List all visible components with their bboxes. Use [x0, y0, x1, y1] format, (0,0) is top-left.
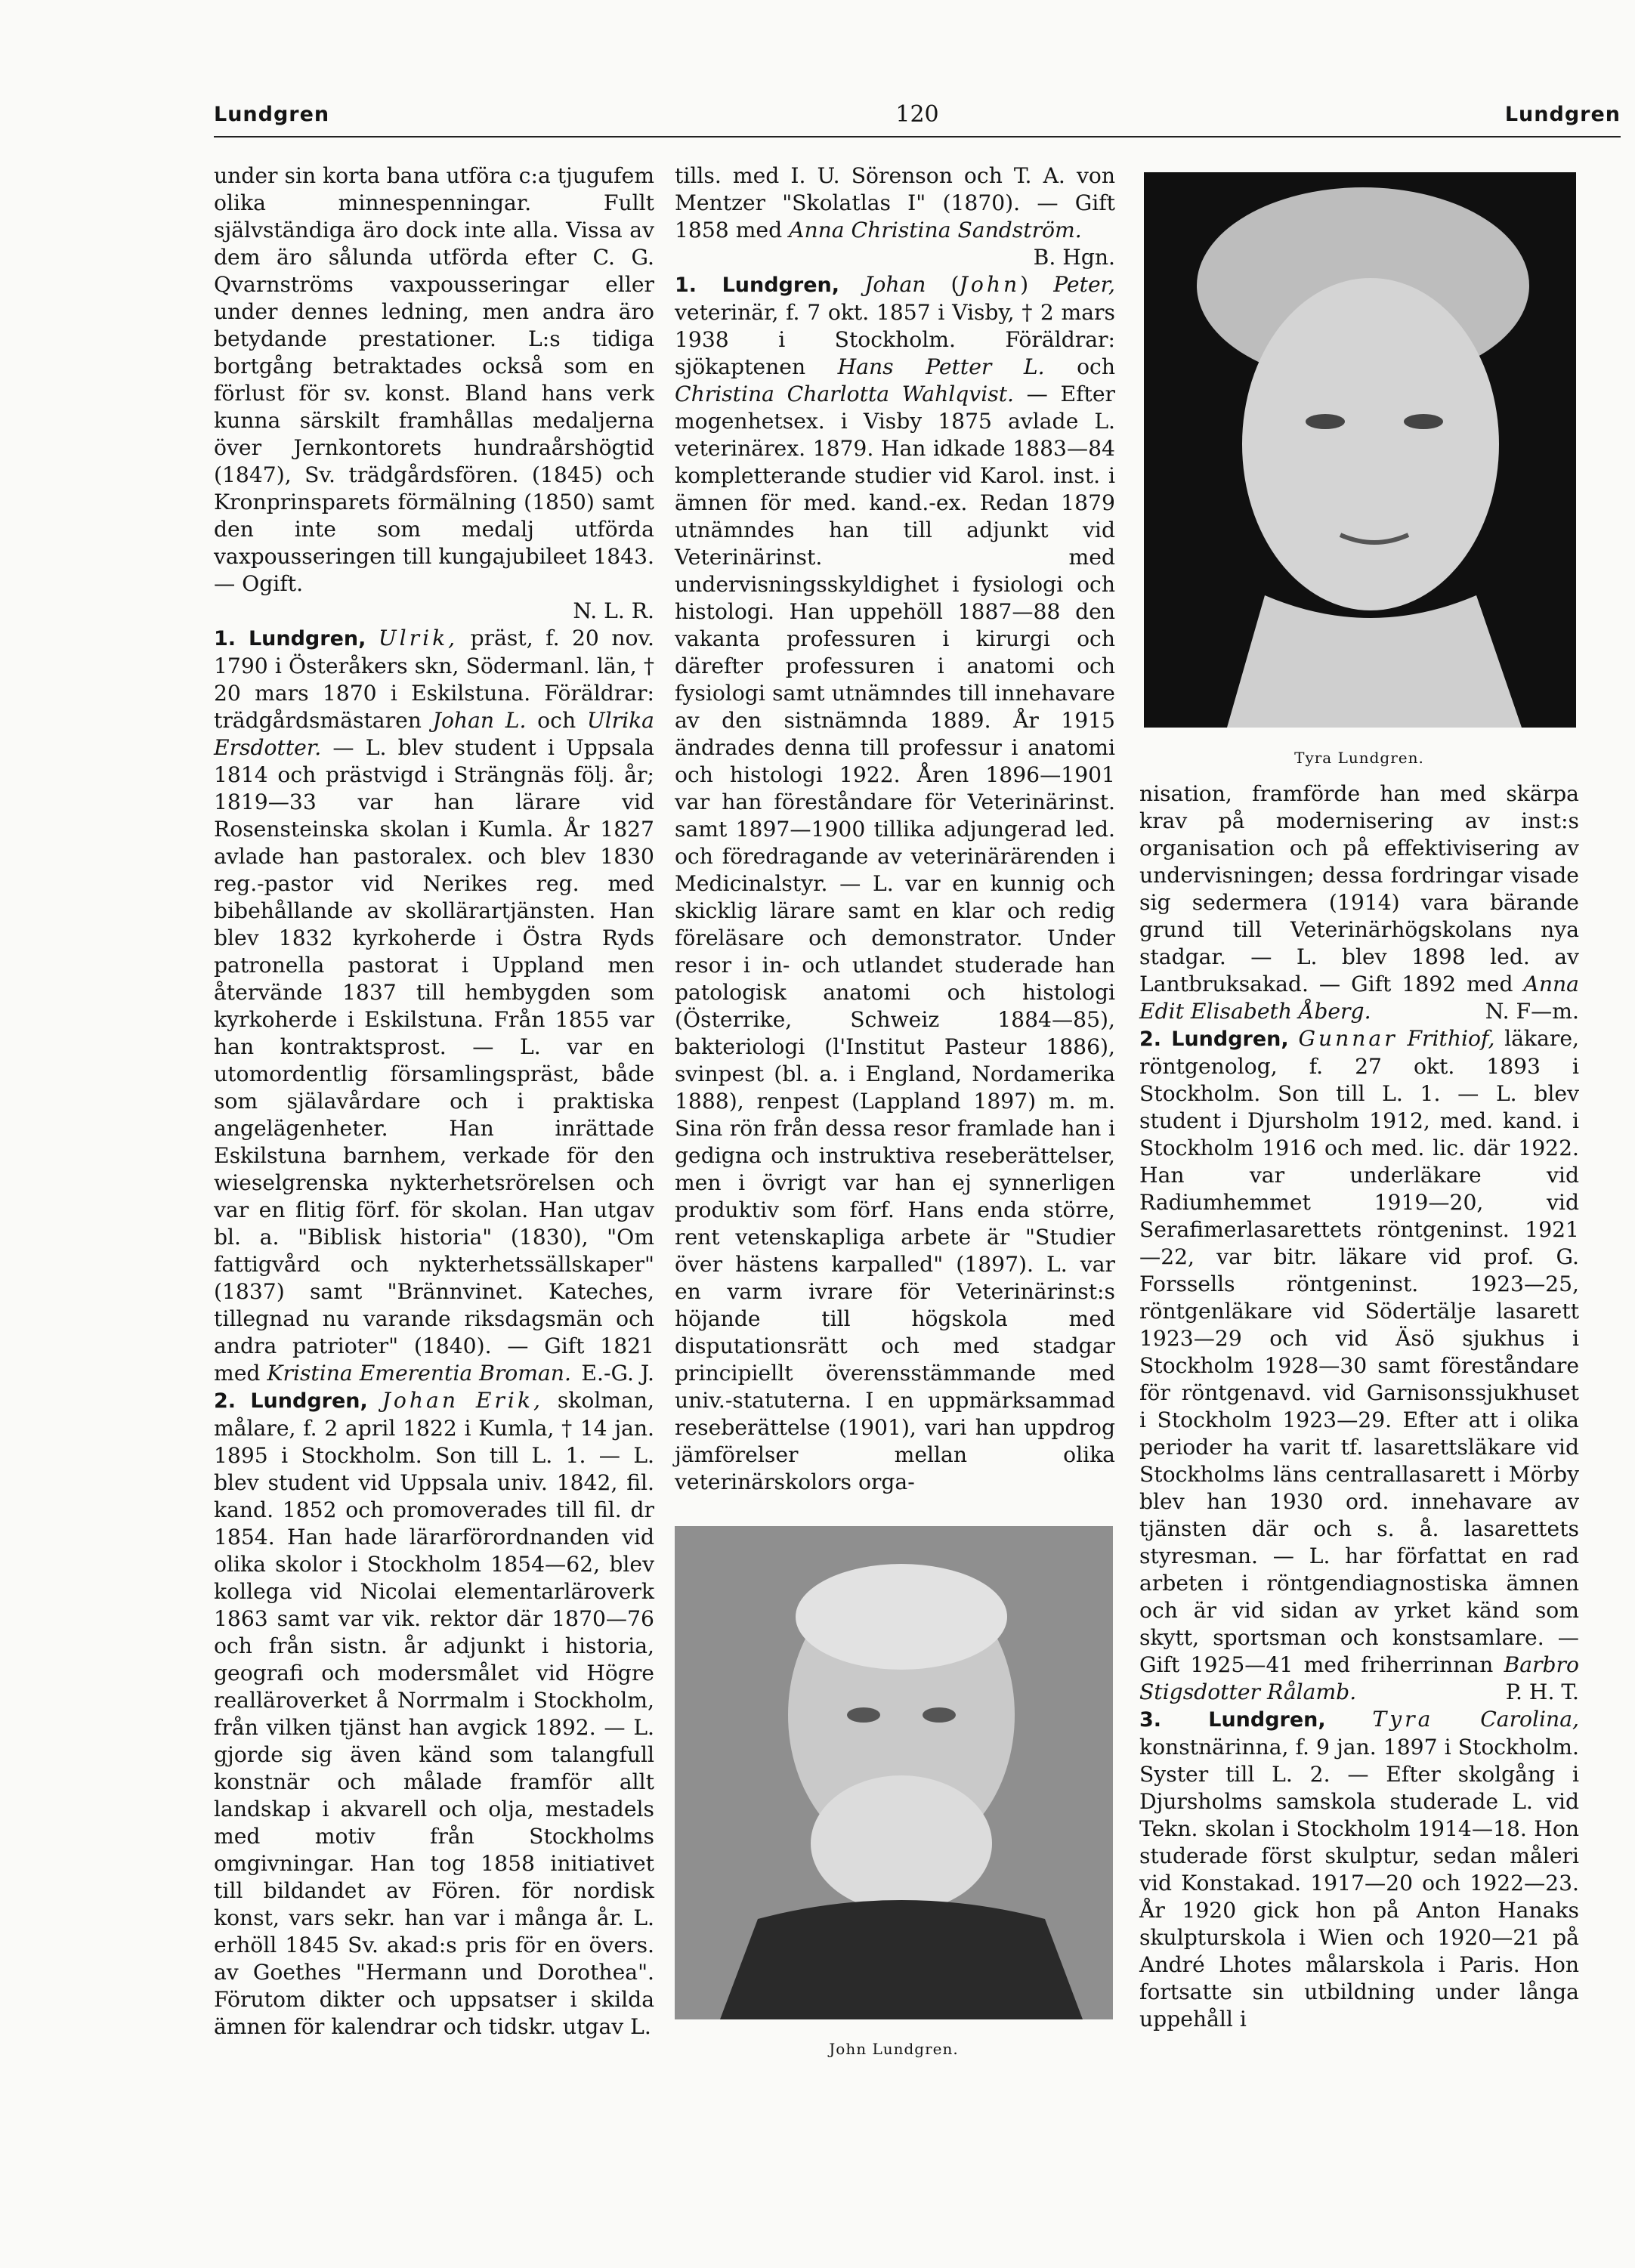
punct: )	[1020, 272, 1054, 297]
headword: 1. Lundgren,	[214, 627, 366, 650]
entry-text: präst, f. 20 nov. 1790 i Österåkers skn, Södermanl. län, † 20 mars 1870 i Eskilstuna. Föräldrar: trädgårdsmästaren	[214, 626, 654, 733]
given-name: Johan	[864, 272, 926, 297]
running-header	[214, 98, 1621, 138]
headword: 2. Lundgren,	[214, 1389, 368, 1413]
spouse-name: Kristina Emerentia Broman.	[267, 1361, 571, 1386]
column-3-text	[1139, 780, 1579, 2033]
entry-text: — L. blev student i Uppsala 1814 och prästvigd i Strängnäs följ. år; 1819—33 var han lärare vid Rosensteinska skolan i Kumla. År 1827 avlade han pastoralex. och blev 1830 reg.-pastor vid Nerikes reg. med bibehållande av skollärartjänsten. Han blev 1832 kyrkoherde i Östra Ryds patronella pastorat i Uppland men återvände 1837 till hembygden som kyrkoherde i Eskilstuna. Från 1855 var han kontraktsprost. — L. var en utomordentlig församlingspräst, både som själavårdare och i praktiska angelägenheter. Han inrättade Eskilstuna barnhem, verkade för den wieselgrenska nykterhetsrörelsen och var en flitig förf. för skolan. Han utgav bl. a. "Biblisk historia" (1830), "Om fattigvård och nykterhetssällskaper" (1837) samt "Brännvinet. Kateches, tillegnad nu varande riksdagsmän och andra patrioter" (1840). — Gift 1821 med	[214, 735, 654, 1386]
parent-name: Ulrika Ersdotter.	[214, 708, 654, 760]
entry-tyra	[1139, 1706, 1579, 2033]
entry-text: konstnärinna, f. 9 jan. 1897 i Stockholm. Syster till L. 2. — Efter skolgång i Djursholms samskola studerade L. vid Tekn. skolan i Stockholm 1914—18. Hon studerade först skulptur, sedan måleri vid Konstakad. 1917—20 och 1922—23. År 1920 gick hon på Anton Hanaks skulpturskola i Wien och 1920—21 på André Lhotes målarskola i Paris. Hon fortsatte sin utbildning under långa uppehåll i	[1139, 1735, 1579, 2032]
headword: 1. Lundgren,	[675, 273, 839, 297]
signature: N. L. R.	[573, 598, 654, 623]
entry-text: och	[1044, 354, 1115, 379]
signature: E.-G. J.	[581, 1361, 654, 1386]
given-name-2: Peter,	[1053, 272, 1115, 297]
headword: 3. Lundgren,	[1139, 1708, 1326, 1732]
given-name: Johan Erik,	[382, 1388, 543, 1413]
column-1	[214, 162, 654, 2041]
nickname: John	[959, 272, 1021, 297]
column-2	[675, 162, 1115, 1496]
entry-text: skolman, målare, f. 2 april 1822 i Kumla, † 14 jan. 1895 i Stockholm. Son till L. 1. — L. blev student vid Uppsala univ. 1842, fil. kand. 1852 och promoverades till fil. dr 1854. Han hade lärarförordnanden vid olika skolor i Stockholm 1854—62, blev kollega vid Nicolai elementarläroverk 1863 samt var vik. rektor där 1870—76 och från sistn. år adjunkt i historia, geografi och modersmålet vid Högre realläroverket å Norrmalm i Stockholm, från vilken tjänst han avgick 1892. — L. gjorde sig även känd som talangfull konstnär och målade framför allt landskap i akvarell och olja, mestadels med motiv från Stockholms omgivningar. Han tog 1858 initiativet till bildandet av Fören. för nordisk konst, vars sekr. han var i många år. L. erhöll 1845 Sv. akad:s pris för en övers. av Goethes "Hermann und Dorothea". Förutom dikter och uppsatser i skilda ämnen för kalendrar och tidskr. utgav L.	[214, 1388, 655, 2039]
spouse-name: Barbro Stigsdotter Rålamb.	[1139, 1652, 1579, 1704]
given-name-2: Carolina,	[1480, 1707, 1579, 1732]
header-right: Lundgren	[1504, 103, 1621, 126]
entry-text: tills. med I. U. Sörenson och T. A. von Mentzer "Skolatlas I" (1870). — Gift 1858 med	[675, 163, 1115, 243]
given-name: Ulrik,	[378, 626, 459, 650]
entry-text: och	[526, 708, 587, 733]
photo-john-lundgren	[675, 1526, 1113, 2019]
headword: 2. Lundgren,	[1139, 1027, 1289, 1051]
portrait-man-image	[675, 1526, 1113, 2019]
entry-text: läkare, röntgenolog, f. 27 okt. 1893 i Stockholm. Son till L. 1. — L. blev student i Djursholm 1912, med. kand. i Stockholm 1916 och med. lic. där 1922. Han var underläkare vid Radiumhemmet 1919—20, vid Serafimerlasarettets röntgeninst. 1921—22, var bitr. läkare vid prof. G. Forssells röntgeninst. 1923—25, röntgenläkare vid Södertälje lasarett 1923—29 och vid Äsö sjukhus i Stockholm 1928—30 samt föreståndare för röntgenavd. vid Garnisonssjukhuset i Stockholm 1923—29. Efter att i olika perioder ha varit tf. lasarettsläkare vid Stockholms läns centrallasarett i Mörby blev han 1930 ord. innehavare av tjänsten där och s. å. lasarettets styresman. — L. har författat en rad arbeten i röntgendiagnostiska ämnen och är vid sidan av yrket känd som skytt, sportsman och konstsamlare. — Gift 1925—41 med friherrinnan	[1139, 1026, 1579, 1677]
paragraph-text: under sin korta bana utföra c:a tjugufem olika minnespenningar. Fullt självständiga äro dock inte alla. Vissa av dem äro sålunda utförda efter C. G. Qvarnströms vaxpousseringar eller under dennes ledning, men andra äro betydande prestationer. L:s tidiga bortgång betraktades också som en förlust för sv. konst. Bland hans verk kunna särskilt framhållas medaljerna över Jernkontorets hundraårshögtid (1847), Sv. trädgårdsfören. (1845) och Kronprinsparets förmälning (1850) samt den inte som medalj utförda vaxpousseringen till kungajubileet 1843. — Ogift.	[214, 163, 654, 596]
signature: B. Hgn.	[1033, 245, 1115, 270]
given-name: Gunnar	[1298, 1026, 1398, 1051]
header-left: Lundgren	[214, 103, 330, 126]
spouse-name: Anna Christina Sandström.	[789, 218, 1082, 243]
page-number: 120	[895, 101, 939, 128]
signature: N. F—m.	[1485, 999, 1579, 1024]
entry-text: — Efter mogenhetsex. i Visby 1875 avlade L. veterinärex. 1879. Han idkade 1883—84 kompletterande studier vid Karol. inst. i ämnen för med. kand.-ex. Redan 1879 utnämndes han till adjunkt vid Veterinärinst. med undervisningsskyldighet i fysiologi och histologi. Han uppehöll 1887—88 den vakanta professuren i kirurgi och därefter professuren i anatomi och fysiologi samt utnämndes till innehavare av den sistnämnda 1889. År 1915 ändrades denna till professur i anatomi och histologi 1922. Åren 1896—1901 var han föreståndare för Veterinärinst. samt 1897—1900 tillika adjungerad led. och föredragande av veterinärärenden i Medicinalstyr. — L. var en kunnig och skicklig lärare samt en klar och redig föreläsare och demonstrator. Under resor i in- och utlandet studerade han patologisk anatomi och histologi (Österrike, Schweiz 1884—85), bakteriologi (l'Institut Pasteur 1886), svinpest (bl. a. i England, Nordamerika 1888), renpest (Lappland 1897) m. m. Sina rön från dessa resor framlade han i gedigna och instruktiva reseberättelser, men i övrigt var han ej synnerligen produktiv som förf. Hans enda större, rent vetenskapliga arbete är "Studier över hästens karpalled" (1897). L. var en varm ivrare för Veterinärinst:s höjande till högskola med disputationsrätt och med stadgar principiellt överensstämmande med univ.-statuterna. I en uppmärksammad reseberättelse (1901), vari han uppdrog jämförelser mellan olika veterinärskolors orga-	[675, 382, 1115, 1494]
given-name-2: Frithiof,	[1407, 1026, 1495, 1051]
parent-name: Johan L.	[432, 708, 527, 733]
caption-john: John Lundgren.	[829, 2040, 959, 2058]
entry-john	[675, 271, 1115, 1496]
entry-johan-erik	[214, 1387, 654, 2041]
signature: P. H. T.	[1505, 1679, 1579, 1704]
given-name: Tyra	[1372, 1707, 1434, 1732]
entry-continuation	[1139, 780, 1579, 1025]
entry-continuation	[675, 162, 1115, 271]
caption-tyra: Tyra Lundgren.	[1294, 749, 1424, 767]
entry-gunnar	[1139, 1025, 1579, 1706]
entry-text: veterinär, f. 7 okt. 1857 i Visby, † 2 mars 1938 i Stockholm. Föräldrar: sjökaptenen	[675, 300, 1115, 379]
spouse-name: Anna Edit Elisabeth Åberg.	[1139, 972, 1579, 1024]
parent-name: Hans Petter L.	[837, 354, 1045, 379]
entry-ulrik	[214, 625, 654, 1387]
photo-tyra-lundgren	[1144, 172, 1576, 728]
punct: (	[926, 272, 960, 297]
paragraph	[214, 162, 654, 625]
parent-name: Christina Charlotta Wahlqvist.	[675, 382, 1014, 406]
portrait-woman-image	[1144, 172, 1576, 728]
entry-text: nisation, framförde han med skärpa krav på modernisering av inst:s organisation och på effektivisering av undervisningen; dessa fordringar visade sig sedermera (1914) vara bärande grund till Veterinärhögskolans nya stadgar. — L. blev 1898 led. av Lantbruksakad. — Gift 1892 med	[1139, 781, 1579, 996]
